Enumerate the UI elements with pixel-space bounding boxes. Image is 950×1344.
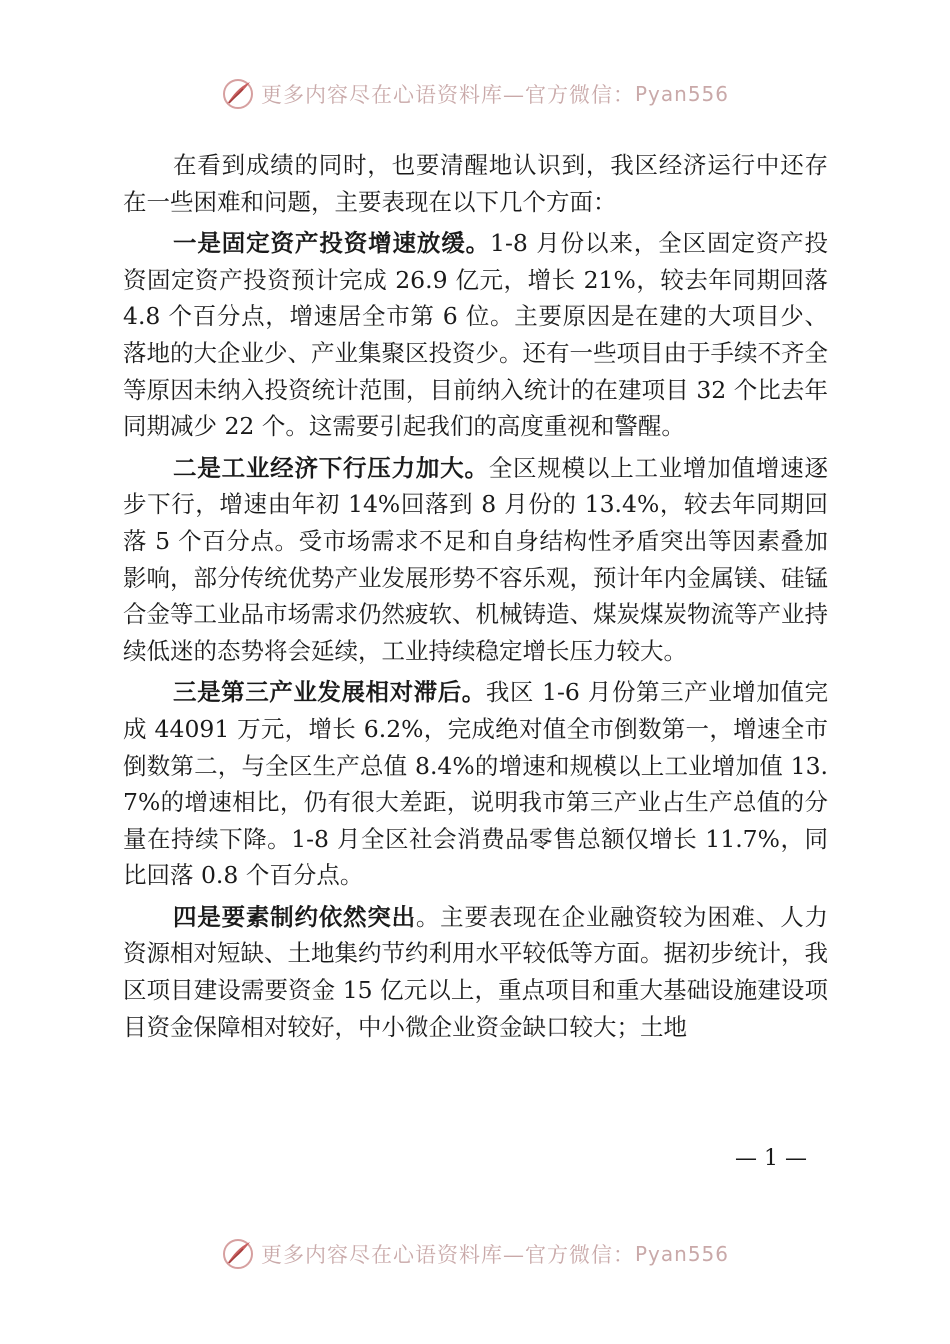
watermark-wechat-id: Pyan556: [634, 82, 729, 106]
feather-logo-icon: [221, 77, 255, 111]
paragraph-lead: 二是工业经济下行压力加大。: [173, 453, 489, 482]
paragraph-lead: 一是固定资产投资增速放缓。: [173, 229, 491, 258]
paragraph-tertiary-industry: [123, 674, 828, 894]
watermark-text: 更多内容尽在心语资料库—官方微信：: [260, 83, 635, 107]
watermark-text: 更多内容尽在心语资料库—官方微信：: [260, 1243, 635, 1267]
document-body: [123, 147, 828, 1050]
footer-watermark: [0, 1234, 950, 1274]
paragraph-lead: 三是第三产业发展相对滞后。: [173, 678, 486, 707]
paragraph-fixed-investment: [123, 225, 828, 445]
watermark-wechat-id: Pyan556: [634, 1242, 729, 1266]
page-number: — 1 —: [735, 1146, 807, 1171]
paragraph-factor-constraints: [123, 899, 828, 1045]
header-watermark: [0, 74, 950, 114]
paragraph-text: 全区规模以上工业增加值增速逐步下行，增速由年初 14%回落到 8 月份的 13.4%，较去年同期回落 5 个百分点。受市场需求不足和自身结构性矛盾突出等因素叠加影响，部分传统优势产业发展形势不容乐观，预计年内金属镁、硅锰合金等工业品市场需求仍然疲软、机械铸造、煤炭煤炭物流等产业持续低迷的态势将会延续，工业持续稳定增长压力较大。: [123, 453, 828, 665]
paragraph-industrial-economy: [123, 450, 828, 670]
feather-logo-icon: [221, 1237, 255, 1271]
paragraph-text: 我区 1-6 月份第三产业增加值完成 44091 万元，增长 6.2%，完成绝对值全市倒数第一，增速全市倒数第二，与全区生产总值 8.4%的增速和规模以上工业增加值 13.7%的增速相比，仍有很大差距，说明我市第三产业占生产总值的分量在持续下降。1-8 月全区社会消费品零售总额仅增长 11.7%，同比回落 0.8 个百分点。: [123, 678, 828, 890]
paragraph-intro: [123, 147, 828, 220]
paragraph-text: 。主要表现在企业融资较为困难、人力资源相对短缺、土地集约节约利用水平较低等方面。据初步统计，我区项目建设需要资金 15 亿元以上，重点项目和重大基础设施建设项目资金保障相对较好，中小微企业资金缺口较大；土地: [123, 902, 829, 1041]
paragraph-text: 在看到成绩的同时，也要清醒地认识到，我区经济运行中还存在一些困难和问题，主要表现在以下几个方面：: [123, 151, 828, 216]
paragraph-lead: 四是要素制约依然突出: [173, 902, 416, 931]
paragraph-text: 1-8 月份以来，全区固定资产投资固定资产投资预计完成 26.9 亿元，增长 21%，较去年同期回落 4.8 个百分点，增速居全市第 6 位。主要原因是在建的大项目少、落地的大企业少、产业集聚区投资少。还有一些项目由于手续不齐全等原因未纳入投资统计范围，目前纳入统计的在建项目 32 个比去年同期减少 22 个。这需要引起我们的高度重视和警醒。: [123, 229, 828, 441]
